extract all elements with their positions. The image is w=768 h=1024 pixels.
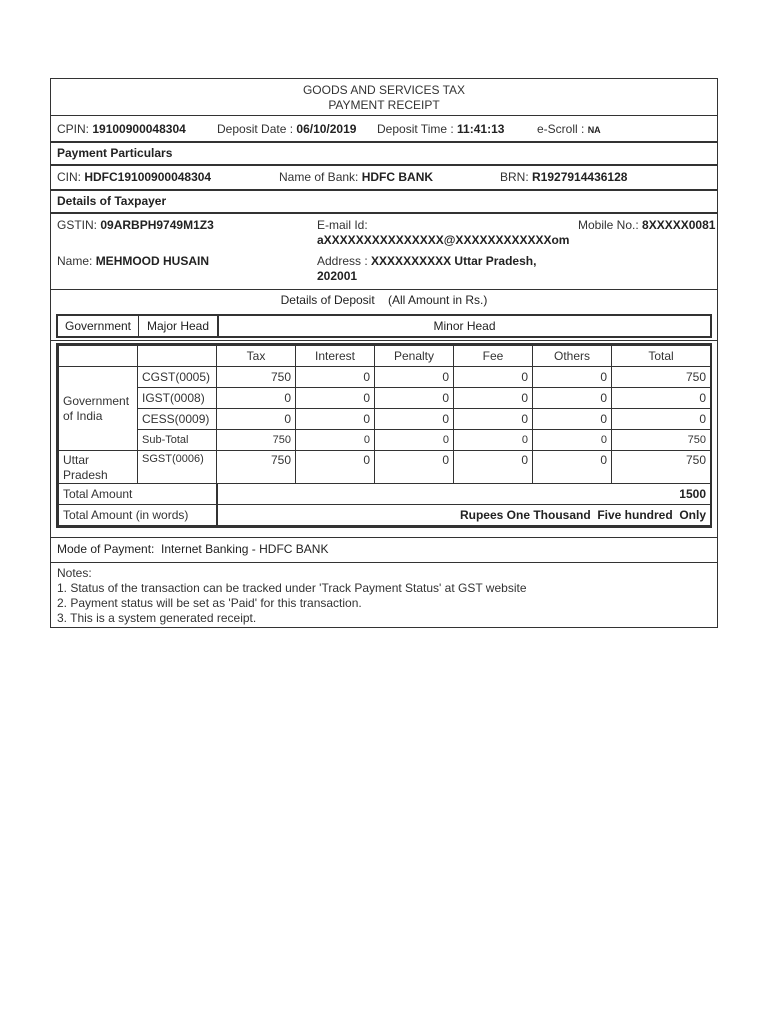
gstin-field: GSTIN: 09ARBPH9749M1Z3: [57, 218, 214, 232]
name-value: MEHMOOD HUSAIN: [95, 254, 210, 268]
name-field: Name: MEHMOOD HUSAIN: [57, 254, 210, 268]
government-col-header: Government: [58, 316, 139, 336]
note-item: 1. Status of the transaction can be tracked under 'Track Payment Status' at GST website: [57, 581, 527, 595]
total-words-label: Total Amount (in words): [59, 505, 217, 526]
deposit-heading: Details of Deposit (All Amount in Rs.): [280, 293, 488, 307]
deposit-table: [56, 343, 712, 528]
divider: [51, 340, 717, 341]
cin-field: CIN: HDFC19100900048304: [57, 170, 212, 184]
title-line-1: GOODS AND SERVICES TAX: [302, 83, 466, 97]
total-words-row: [59, 505, 711, 526]
divider: [51, 212, 717, 214]
mobile-field: Mobile No.: 8XXXXX0081: [578, 218, 716, 232]
escroll-value: NA: [587, 125, 601, 135]
column-header-row: [59, 346, 711, 367]
address-line-2: 202001: [317, 269, 358, 283]
payment-particulars-heading: Payment Particulars: [57, 146, 173, 160]
divider: [51, 189, 717, 191]
total-words-value: Rupees One Thousand Five hundred Only: [217, 505, 711, 526]
deposit-date-value: 06/10/2019: [296, 122, 357, 136]
escroll-field: e-Scroll : NA: [537, 122, 601, 136]
total-amount-value: 1500: [217, 484, 711, 505]
receipt-title: [51, 83, 717, 113]
cpin-value: 19100900048304: [92, 122, 186, 136]
total-amount-label: Total Amount: [59, 484, 217, 505]
col-penalty: Penalty: [375, 346, 454, 367]
mode-of-payment: Mode of Payment: Internet Banking - HDFC BANK: [57, 542, 329, 556]
subtotal-row: Sub-Total 750 0 0 0 0 750: [59, 430, 711, 451]
divider: [51, 115, 717, 116]
brn-value: R1927914436128: [532, 170, 628, 184]
mobile-value: 8XXXXX0081: [642, 218, 716, 232]
cin-value: HDFC19100900048304: [84, 170, 212, 184]
notes-section: [57, 566, 527, 626]
notes-heading: Notes:: [57, 566, 92, 580]
note-item: 3. This is a system generated receipt.: [57, 611, 257, 625]
gstin-value: 09ARBPH9749M1Z3: [100, 218, 214, 232]
divider: [51, 141, 717, 143]
row-head: CESS(0009): [138, 409, 217, 430]
cpin-field: CPIN: 19100900048304: [57, 122, 186, 136]
address-field: Address : XXXXXXXXXX Uttar Pradesh, 202001: [317, 254, 537, 283]
note-item: 2. Payment status will be set as 'Paid' for this transaction.: [57, 596, 362, 610]
payment-receipt: [50, 78, 718, 628]
row-head: IGST(0008): [138, 388, 217, 409]
deposit-time-value: 11:41:13: [457, 122, 505, 136]
table-row: IGST(0008) 0 0 0 0 0 0: [59, 388, 711, 409]
uttar-pradesh-cell: Uttar Pradesh: [59, 451, 138, 484]
taxpayer-heading: Details of Taxpayer: [57, 194, 167, 208]
deposit-time-field: Deposit Time : 11:41:13: [377, 122, 505, 136]
email-value: aXXXXXXXXXXXXXXX@XXXXXXXXXXXXom: [317, 233, 570, 247]
divider: [51, 289, 717, 290]
divider: [51, 537, 717, 538]
deposit-date-field: Deposit Date : 06/10/2019: [217, 122, 357, 136]
total-amount-row: [59, 484, 711, 505]
divider: [51, 562, 717, 563]
brn-field: BRN: R1927914436128: [500, 170, 628, 184]
row-head: CGST(0005): [138, 367, 217, 388]
table-row: Government of India CGST(0005) 750 0 0 0 0 750: [59, 367, 711, 388]
row-head: SGST(0006): [138, 451, 217, 484]
major-head-col-header: Major Head: [139, 316, 219, 336]
table-row: CESS(0009) 0 0 0 0 0 0: [59, 409, 711, 430]
head-header-row: [56, 314, 712, 338]
col-tax: Tax: [217, 346, 296, 367]
row-head: Sub-Total: [138, 430, 217, 451]
bank-value: HDFC BANK: [361, 170, 434, 184]
bank-field: Name of Bank: HDFC BANK: [279, 170, 434, 184]
col-fee: Fee: [454, 346, 533, 367]
address-line-1: XXXXXXXXXX Uttar Pradesh,: [371, 254, 537, 268]
col-interest: Interest: [296, 346, 375, 367]
col-others: Others: [533, 346, 612, 367]
divider: [51, 164, 717, 166]
email-field: E-mail Id: aXXXXXXXXXXXXXXX@XXXXXXXXXXXXom: [317, 218, 570, 247]
title-line-2: PAYMENT RECEIPT: [328, 98, 440, 112]
col-total: Total: [612, 346, 711, 367]
gov-india-cell: Government of India: [59, 367, 138, 451]
table-row: Uttar Pradesh SGST(0006) 750 0 0 0 0 750: [59, 451, 711, 484]
minor-head-col-header: Minor Head: [433, 319, 496, 333]
